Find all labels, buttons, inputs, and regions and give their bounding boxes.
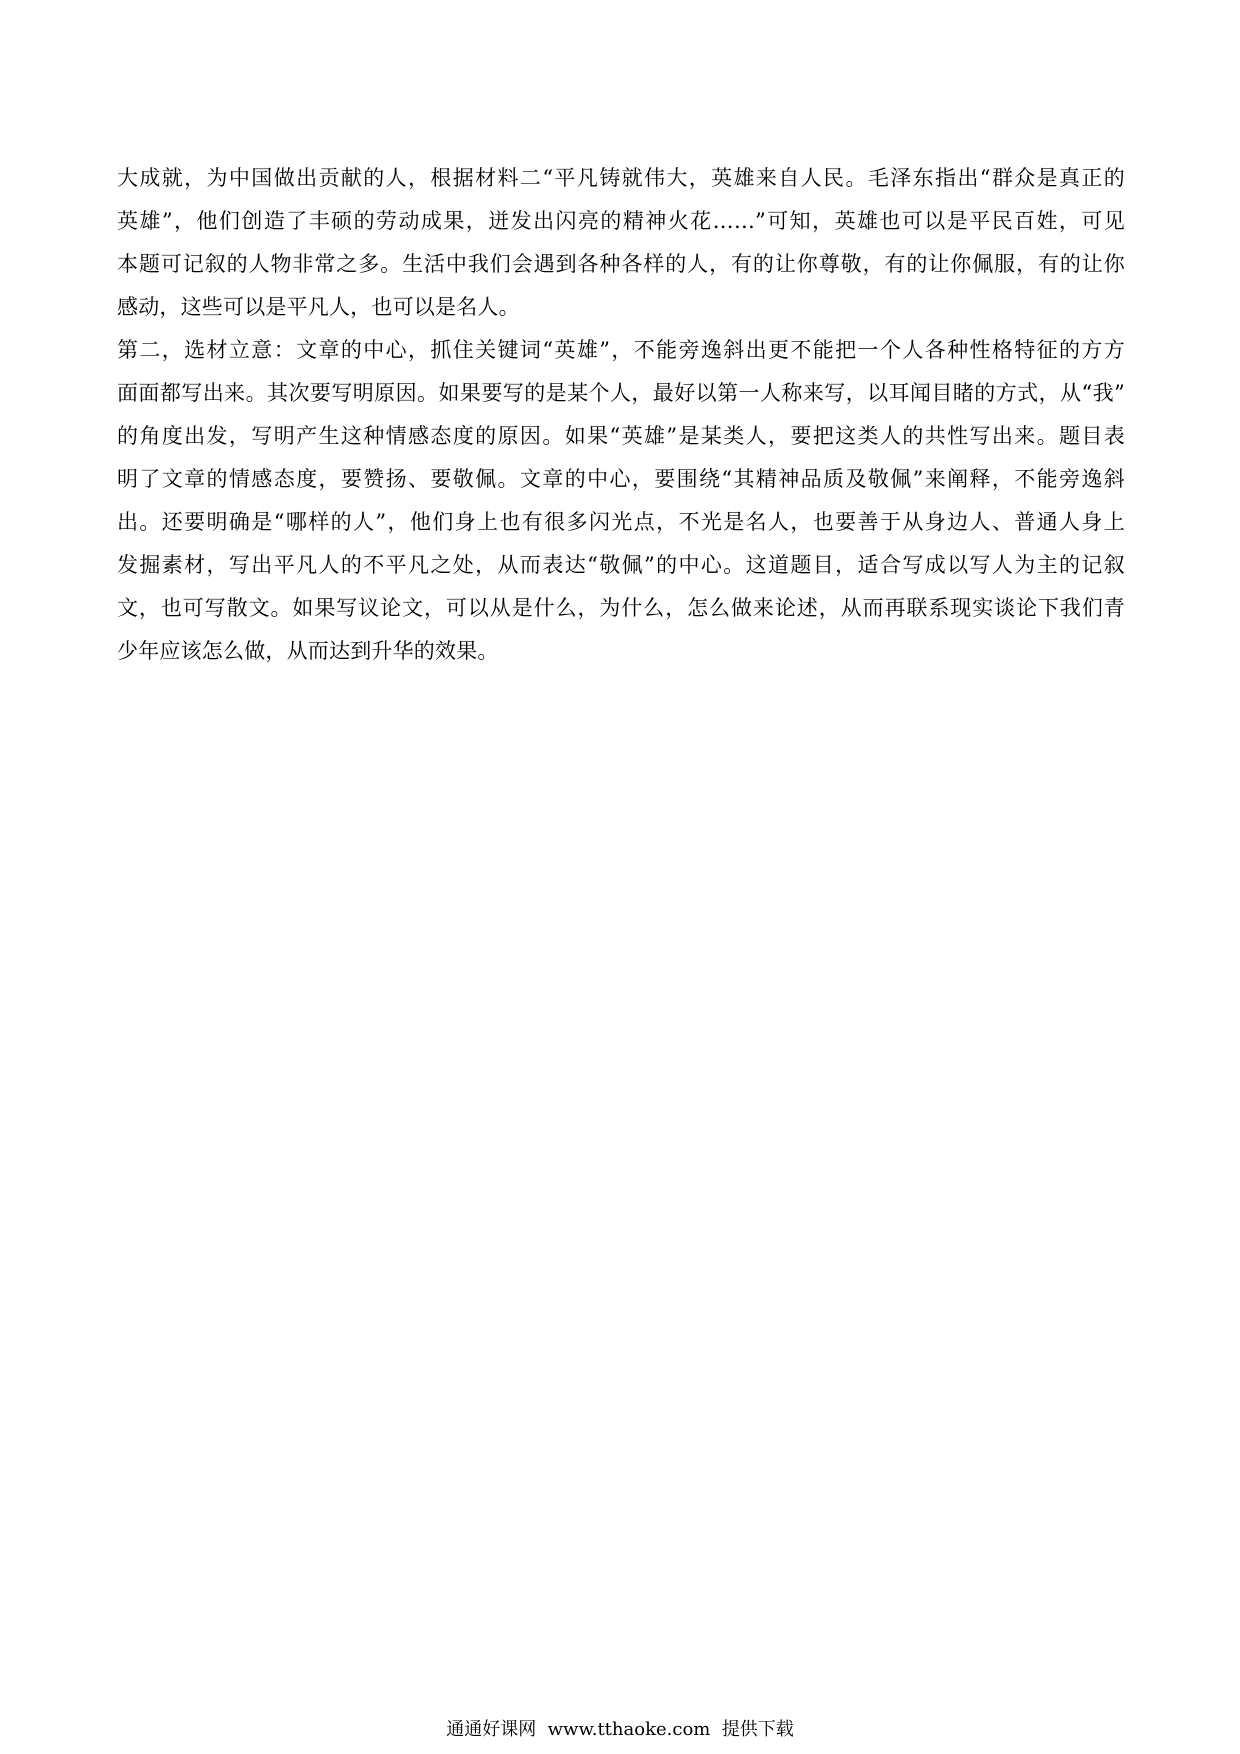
text-line: 本题可记叙的人物非常之多。生活中我们会遇到各种各样的人，有的让你尊敬，有的让你佩服，有的让你: [117, 252, 1125, 276]
text-line: 的角度出发，写明产生这种情感态度的原因。如果“英雄”是某类人，要把这类人的共性写出来。题目表: [117, 424, 1125, 448]
text-line: 文，也可写散文。如果写议论文，可以从是什么，为什么，怎么做来论述，从而再联系现实谈论下我们青: [117, 596, 1125, 620]
text-line: 发掘素材，写出平凡人的不平凡之处，从而表达“敬佩”的中心。这道题目，适合写成以写人为主的记叙: [117, 553, 1125, 577]
text-line: 少年应该怎么做，从而达到升华的效果。: [117, 639, 499, 663]
text-line: 大成就，为中国做出贡献的人，根据材料二“平凡铸就伟大，英雄来自人民。毛泽东指出“群众是真正的: [117, 166, 1125, 190]
text-line: 英雄”，他们创造了丰硕的劳动成果，迸发出闪亮的精神火花……”可知，英雄也可以是平民百姓，可见: [117, 209, 1125, 233]
text-line: 第二，选材立意：文章的中心，抓住关键词“英雄”，不能旁逸斜出更不能把一个人各种性格特征的方方: [117, 338, 1125, 362]
text-line: 出。还要明确是“哪样的人”，他们身上也有很多闪光点，不光是名人，也要善于从身边人、普通人身上: [117, 510, 1125, 534]
text-line: 面面都写出来。其次要写明原因。如果要写的是某个人，最好以第一人称来写，以耳闻目睹的方式，从“我”: [117, 381, 1125, 405]
document-body: [117, 157, 1125, 673]
paragraph-1: [117, 157, 1125, 329]
paragraph-2: [117, 329, 1125, 673]
text-line: 感动，这些可以是平凡人，也可以是名人。: [117, 295, 520, 319]
page-footer: 通通好课网 www.tthaoke.com 提供下载: [446, 1719, 794, 1740]
text-line: 明了文章的情感态度，要赞扬、要敬佩。文章的中心，要围绕“其精神品质及敬佩”来阐释，不能旁逸斜: [117, 467, 1125, 491]
